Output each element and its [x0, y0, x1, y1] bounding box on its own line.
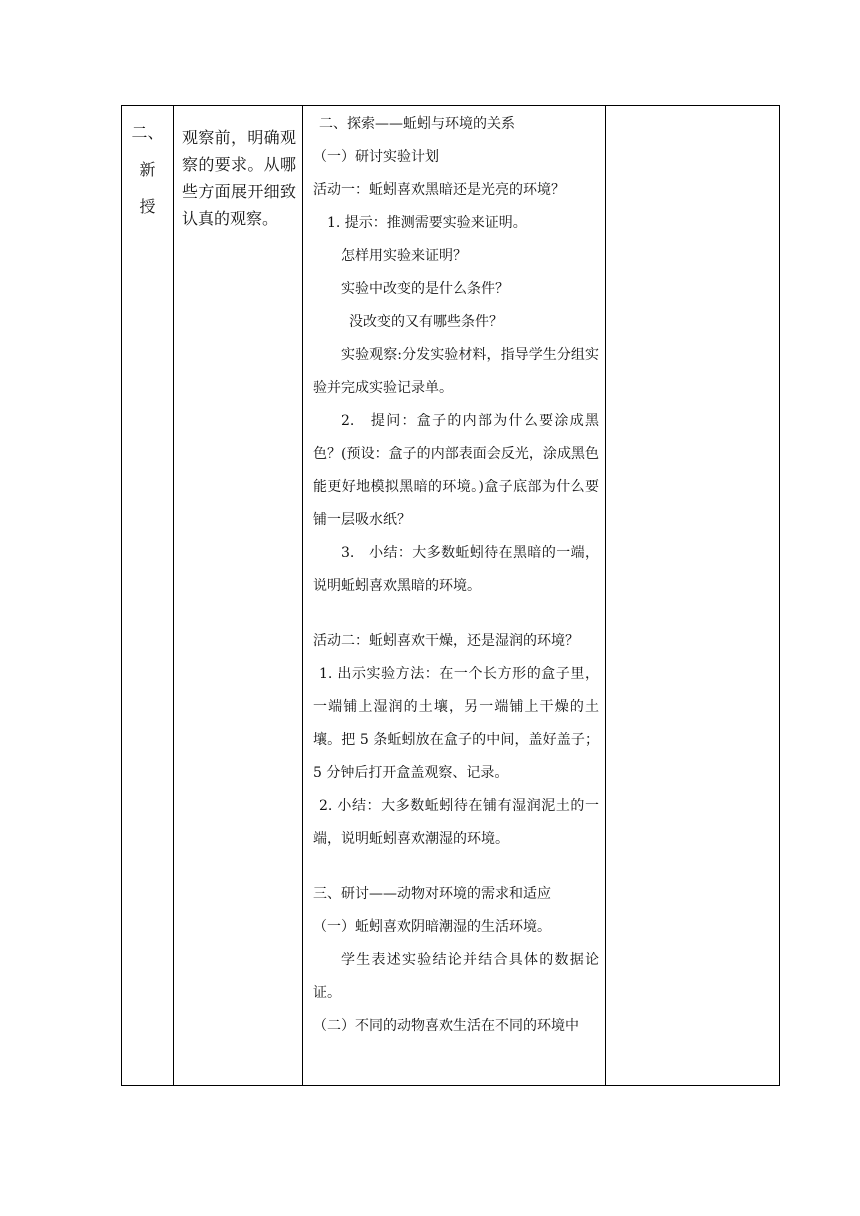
- activity1-observe: 实验观察:分发实验材料，指导学生分组实验并完成实验记录单。: [313, 347, 599, 396]
- content-cell: [303, 106, 606, 1086]
- section-label: [122, 114, 173, 225]
- notes-cell: [606, 106, 780, 1086]
- activity2-method: 1. 出示实验方法：在一个长方形的盒子里，一端铺上湿润的土壤，另一端铺上干燥的土壤。把 5 条蚯蚓放在盒子的中间，盖好盖子；5 分钟后打开盒盖观察、记录。: [313, 666, 599, 781]
- section-label-char-1: 新: [139, 160, 156, 179]
- section-label-char-2: 授: [139, 197, 156, 216]
- activity1-question: 2. 提问：盒子的内部为什么要涂成黑色？(预设：盒子的内部表面会反光，涂成黑色能更好地模拟黑暗的环境。)盒子底部为什么要铺一层吸水纸？: [313, 413, 599, 528]
- activity1-hint: 1. 提示：推测需要实验来证明。: [327, 215, 527, 231]
- content-body: [303, 106, 605, 1043]
- discuss-point-2: （二）不同的动物喜欢生活在不同的环境中: [313, 1018, 579, 1034]
- activity1-question-2: 实验中改变的是什么条件？: [341, 281, 509, 297]
- goal-cell: [174, 106, 303, 1086]
- plan-title: （一）研讨实验计划: [313, 149, 439, 165]
- activity1-title: 活动一：蚯蚓喜欢黑暗还是光亮的环境？: [313, 182, 565, 198]
- lesson-plan-table: [121, 105, 780, 1086]
- discuss-title: 三、研讨——动物对环境的需求和适应: [313, 886, 551, 902]
- activity2-summary: 2. 小结：大多数蚯蚓待在铺有湿润泥土的一端，说明蚯蚓喜欢潮湿的环境。: [313, 798, 599, 847]
- discuss-point-1: （一）蚯蚓喜欢阴暗潮湿的生活环境。: [313, 919, 551, 935]
- activity1-summary: 3. 小结：大多数蚯蚓待在黑暗的一端，说明蚯蚓喜欢黑暗的环境。: [313, 545, 599, 594]
- goal-text: 观察前，明确观察的要求。从哪些方面展开细致认真的观察。: [182, 128, 296, 228]
- section-cell: [122, 106, 174, 1086]
- activity2-title: 活动二：蚯蚓喜欢干燥，还是湿润的环境？: [313, 633, 579, 649]
- spacer: [313, 856, 599, 878]
- activity1-question-3: 没改变的又有哪些条件？: [349, 314, 503, 330]
- activity1-question-1: 怎样用实验来证明？: [341, 248, 467, 264]
- explore-title: 二、探索——蚯蚓与环境的关系: [319, 116, 515, 132]
- spacer: [313, 603, 599, 625]
- section-label-number: 二、: [131, 123, 164, 142]
- discuss-point-1-detail: 学生表述实验结论并结合具体的数据论证。: [313, 952, 599, 1001]
- table-row: [122, 106, 780, 1086]
